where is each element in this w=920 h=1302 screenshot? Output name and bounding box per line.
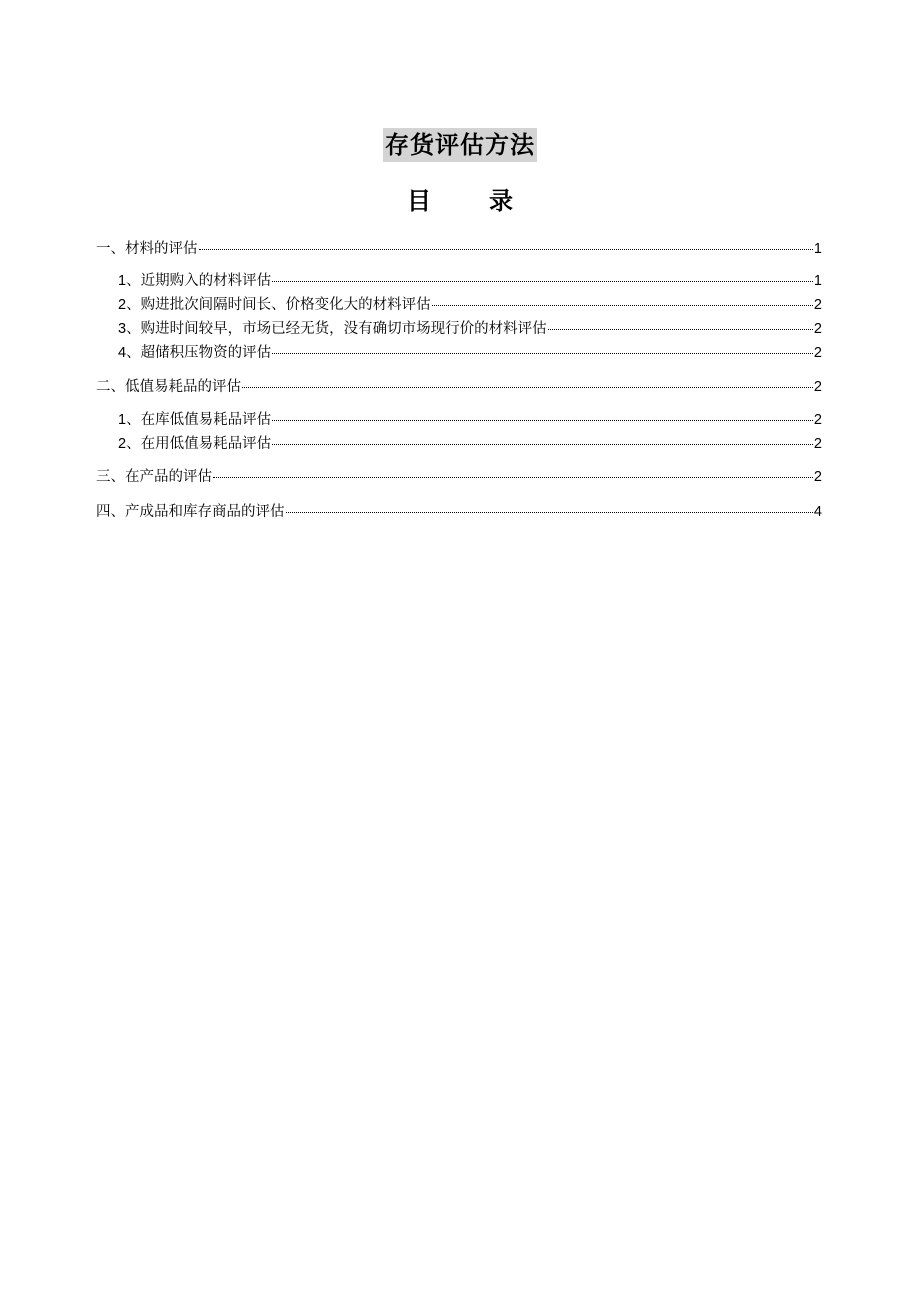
toc-entry-page: 1 [813,241,822,257]
toc-heading [0,184,920,218]
toc-entry-number: 3 [118,321,127,337]
document-title: 存货评估方法 [383,128,537,162]
toc-entry[interactable] [118,270,822,292]
toc-leader-dots [272,352,813,354]
toc-entry[interactable] [118,294,822,316]
toc-entry-number: 1 [118,412,127,428]
toc-entry-number: 2 [118,436,127,452]
toc-entry-text: 、在用低值易耗品评估 [126,436,272,452]
toc-entry-page: 2 [813,297,822,313]
toc-entry-page: 1 [813,273,822,289]
toc-entry[interactable] [96,466,822,488]
toc-entry-label [118,342,271,364]
toc-entry-page: 2 [813,436,822,452]
toc-entry-label [118,409,271,431]
toc-entry-number: 4 [118,345,127,361]
toc-entry-page: 2 [813,469,822,485]
toc-entry-label [118,294,431,316]
toc-entry-label [118,433,271,455]
toc-entry[interactable] [96,238,822,260]
toc-leader-dots [272,443,813,445]
toc-entry-page: 2 [813,412,822,428]
toc-entry[interactable] [118,318,822,340]
toc-entry-label: 三、在产品的评估 [96,469,212,485]
toc-entry[interactable] [118,342,822,364]
toc-entry[interactable] [118,433,822,455]
toc-entry-number: 2 [118,297,127,313]
toc-entry-label [118,270,271,292]
toc-entry-label: 四、产成品和库存商品的评估 [96,504,285,520]
toc-heading-right: 录 [489,186,513,215]
toc-entry-text: 、在库低值易耗品评估 [126,412,272,428]
toc-leader-dots [432,304,813,306]
toc-entry-text: 、近期购入的材料评估 [126,273,272,289]
toc-leader-dots [548,328,813,330]
toc-entry[interactable] [118,409,822,431]
toc-entry-number: 1 [118,273,127,289]
toc-leader-dots [213,476,813,478]
toc-entry-page: 2 [813,345,822,361]
toc-leader-dots [242,386,813,388]
toc-entry[interactable] [96,501,822,523]
toc-entry-page: 2 [813,379,822,395]
toc-heading-left: 目 [407,186,431,215]
toc-entry-page: 4 [813,504,822,520]
toc-entry-label [118,318,547,340]
toc-entry-text: 、超储积压物资的评估 [126,345,272,361]
toc-entry[interactable] [96,376,822,398]
toc-leader-dots [199,248,813,250]
toc-entry-page: 2 [813,321,822,337]
toc-leader-dots [272,280,813,282]
toc-leader-dots [272,419,813,421]
title-container [0,128,920,162]
toc-entry-label: 一、材料的评估 [96,241,198,257]
toc-leader-dots [286,511,813,513]
toc-entry-text: 、购进批次间隔时间长、价格变化大的材料评估 [126,297,431,313]
toc-entry-label: 二、低值易耗品的评估 [96,379,241,395]
toc-entry-text: 、购进时间较早，市场已经无货，没有确切市场现行价的材料评估 [126,321,547,337]
